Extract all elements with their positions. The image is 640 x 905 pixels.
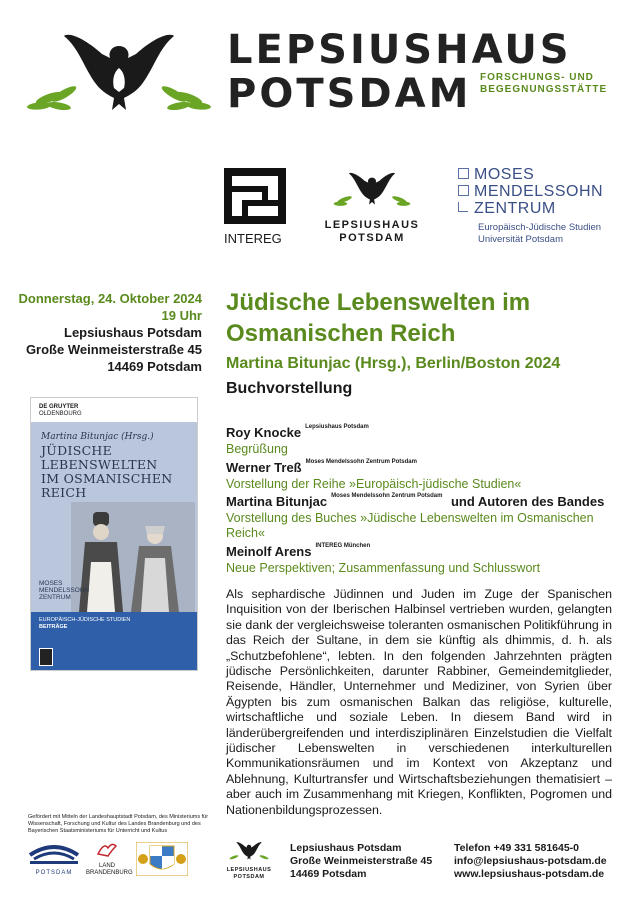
header-subtitle bbox=[480, 72, 607, 96]
land-label: LAND bbox=[98, 863, 115, 869]
program-item bbox=[226, 493, 626, 541]
book-mmz-line: ZENTRUM bbox=[39, 594, 71, 601]
eagle-small-icon bbox=[332, 168, 412, 210]
book-publisher-imprint: OLDENBOURG bbox=[39, 411, 82, 417]
speaker-name: Martina Bitunjac bbox=[226, 494, 328, 509]
book-cover-photo bbox=[71, 502, 195, 612]
book-series: EUROPÄISCH-JÜDISCHE STUDIEN bbox=[39, 617, 131, 623]
footer-phone: Telefon +49 331 581645-0 bbox=[454, 842, 580, 854]
lh-small-line2: POTSDAM bbox=[339, 232, 405, 244]
event-venue: Lepsiushaus Potsdam bbox=[64, 325, 202, 340]
book-mmz-line: MOSES bbox=[39, 580, 63, 587]
speaker-affiliation: Lepsiushaus Potsdam bbox=[305, 424, 369, 430]
header-title-line2: POTSDAM bbox=[227, 71, 472, 117]
lh-small-line1: LEPSIUSHAUS bbox=[324, 219, 420, 231]
event-title bbox=[226, 287, 626, 349]
lepsiushaus-footer-logo bbox=[224, 840, 274, 880]
bavaria-coat-of-arms-icon bbox=[136, 842, 188, 876]
footer-addr-name: Lepsiushaus Potsdam bbox=[290, 842, 402, 854]
book-title-line: REICH bbox=[41, 485, 87, 500]
program-description: Vorstellung der Reihe »Europäisch-jüdische Studien« bbox=[226, 477, 522, 491]
event-title-line1: Jüdische Lebenswelten im bbox=[226, 289, 531, 316]
event-street: Große Weinmeisterstraße 45 bbox=[25, 342, 202, 357]
program-item bbox=[226, 424, 626, 457]
degruyter-badge-icon bbox=[39, 648, 53, 666]
mmz-logo bbox=[458, 168, 618, 248]
header-sub-line1: FORSCHUNGS- UND bbox=[480, 72, 594, 83]
header-title-line1: LEPSIUSHAUS bbox=[227, 27, 572, 73]
lepsiushaus-small-logo bbox=[322, 168, 422, 246]
book-title-line: IM OSMANISCHEN bbox=[41, 471, 173, 486]
mmz-line1: MOSES bbox=[474, 166, 535, 183]
description-text: Als sephardische Jüdinnen und Juden im Zuge der Spanischen Inquisition von der Iberischen Halbinsel vertrieben wurden, gelangten sie dank der vergleichsweise toleranten osmanischen Politikführung in das Reich der Sultane, in dem sie künftig als dhimmis, d. h. als „Schutzbefohlene“, lebten. In den folgenden Jahrzehnten prägten jüdische Persönlichkeiten, darunter Rabbiner, Gemeindemitglieder, Reisende, Händler, Unternehmer und Mediziner, von Syrien über Ägypten bis zum osmanischen Balkan das religiöse, kulturelle, wirtschaftliche und soziale Leben. In diesem Band wird in länderübergreifenden und interdisziplinären Einzelstudien die Vielfalt jüdischer Lebenswelten in verschiedenen interkulturellen Kommunikationsräumen und im Kontext von Akzeptanz und Ablehnung, Kulturtransfer und Wirtschaftsbeziehungen thematisiert – aber auch im Zusammenhang mit Kriegen, Konflikten, Pogromen und Nationenbildungsprozessen. bbox=[226, 587, 612, 817]
event-subtitle: Martina Bitunjac (Hrsg.), Berlin/Boston 2024 bbox=[226, 355, 561, 372]
speaker-extra: und Autoren des Bandes bbox=[450, 494, 605, 509]
footer-website-link[interactable]: www.lepsiushaus-potsdam.de bbox=[454, 868, 605, 880]
footer-addr-city: 14469 Potsdam bbox=[290, 868, 367, 880]
speaker-affiliation: Moses Mendelssohn Zentrum Potsdam bbox=[305, 459, 417, 465]
program-description: Vorstellung des Buches »Jüdische Lebenswelten im Osmanischen Reich« bbox=[226, 511, 594, 540]
lh-footer-line2: POTSDAM bbox=[233, 873, 265, 880]
brandenburg-eagle-icon bbox=[96, 840, 118, 858]
book-title-line: LEBENSWELTEN bbox=[41, 457, 158, 472]
book-series-sub: BEITRÄGE bbox=[39, 624, 68, 630]
speaker-affiliation: INTEREG München bbox=[315, 543, 371, 549]
brandenburg-label: BRANDENBURG bbox=[86, 870, 133, 876]
event-title-line2: Osmanischen Reich bbox=[226, 320, 456, 347]
intereg-mark-icon bbox=[224, 168, 286, 224]
header-sub-line2: BEGEGNUNGSSTÄTTE bbox=[480, 84, 608, 95]
potsdam-label: POTSDAM bbox=[35, 870, 73, 876]
footer-addr-street: Große Weinmeisterstraße 45 bbox=[290, 855, 433, 867]
program-item bbox=[226, 459, 626, 492]
footer-address bbox=[290, 842, 432, 881]
potsdam-mark-icon bbox=[28, 843, 80, 865]
speaker-name: Meinolf Arens bbox=[226, 544, 312, 559]
funding-note: Gefördert mit Mitteln der Landeshauptstadt Potsdam, des Ministeriums für Wissenschaft, Forschung und Kultur des Landes Brandenburg und des Bayerischen Staatsministeriums für Unterricht und Kultus bbox=[28, 814, 209, 834]
book-title-line: JÜDISCHE bbox=[41, 443, 113, 458]
mmz-sub2: Universität Potsdam bbox=[478, 234, 564, 245]
program-description: Neue Perspektiven; Zusammenfassung und Schlusswort bbox=[226, 561, 541, 575]
eagle-footer-icon bbox=[227, 840, 271, 862]
event-city: 14469 Potsdam bbox=[107, 359, 202, 374]
event-time: 19 Uhr bbox=[161, 308, 202, 323]
book-editor: Martina Bitunjac (Hrsg.) bbox=[41, 432, 154, 442]
program-item bbox=[226, 543, 626, 576]
event-date: Donnerstag, 24. Oktober 2024 bbox=[18, 291, 202, 306]
footer-email-link[interactable]: info@lepsiushaus-potsdam.de bbox=[454, 855, 607, 867]
book-mmz-line: MENDELSSOHN bbox=[39, 587, 90, 594]
book-cover bbox=[30, 397, 198, 671]
book-publisher: DE GRUYTER bbox=[39, 404, 79, 410]
footer-contact bbox=[454, 842, 607, 881]
intereg-label: INTEREG bbox=[224, 231, 282, 246]
speaker-name: Werner Treß bbox=[226, 460, 302, 475]
intereg-logo bbox=[224, 168, 290, 246]
event-info bbox=[16, 290, 202, 375]
lepsiushaus-eagle-logo bbox=[24, 28, 214, 118]
brandenburg-logo bbox=[86, 840, 133, 876]
speaker-name: Roy Knocke bbox=[226, 425, 302, 440]
event-type: Buchvorstellung bbox=[226, 380, 353, 397]
program-description: Begrüßung bbox=[226, 442, 288, 456]
mmz-line2: MENDELSSOHN bbox=[474, 183, 604, 200]
speaker-affiliation: Moses Mendelssohn Zentrum Potsdam bbox=[331, 493, 443, 499]
mmz-line3: ZENTRUM bbox=[474, 200, 556, 217]
potsdam-logo bbox=[28, 843, 80, 876]
mmz-sub1: Europäisch-Jüdische Studien bbox=[478, 222, 602, 233]
lh-footer-line1: LEPSIUSHAUS bbox=[226, 867, 272, 873]
